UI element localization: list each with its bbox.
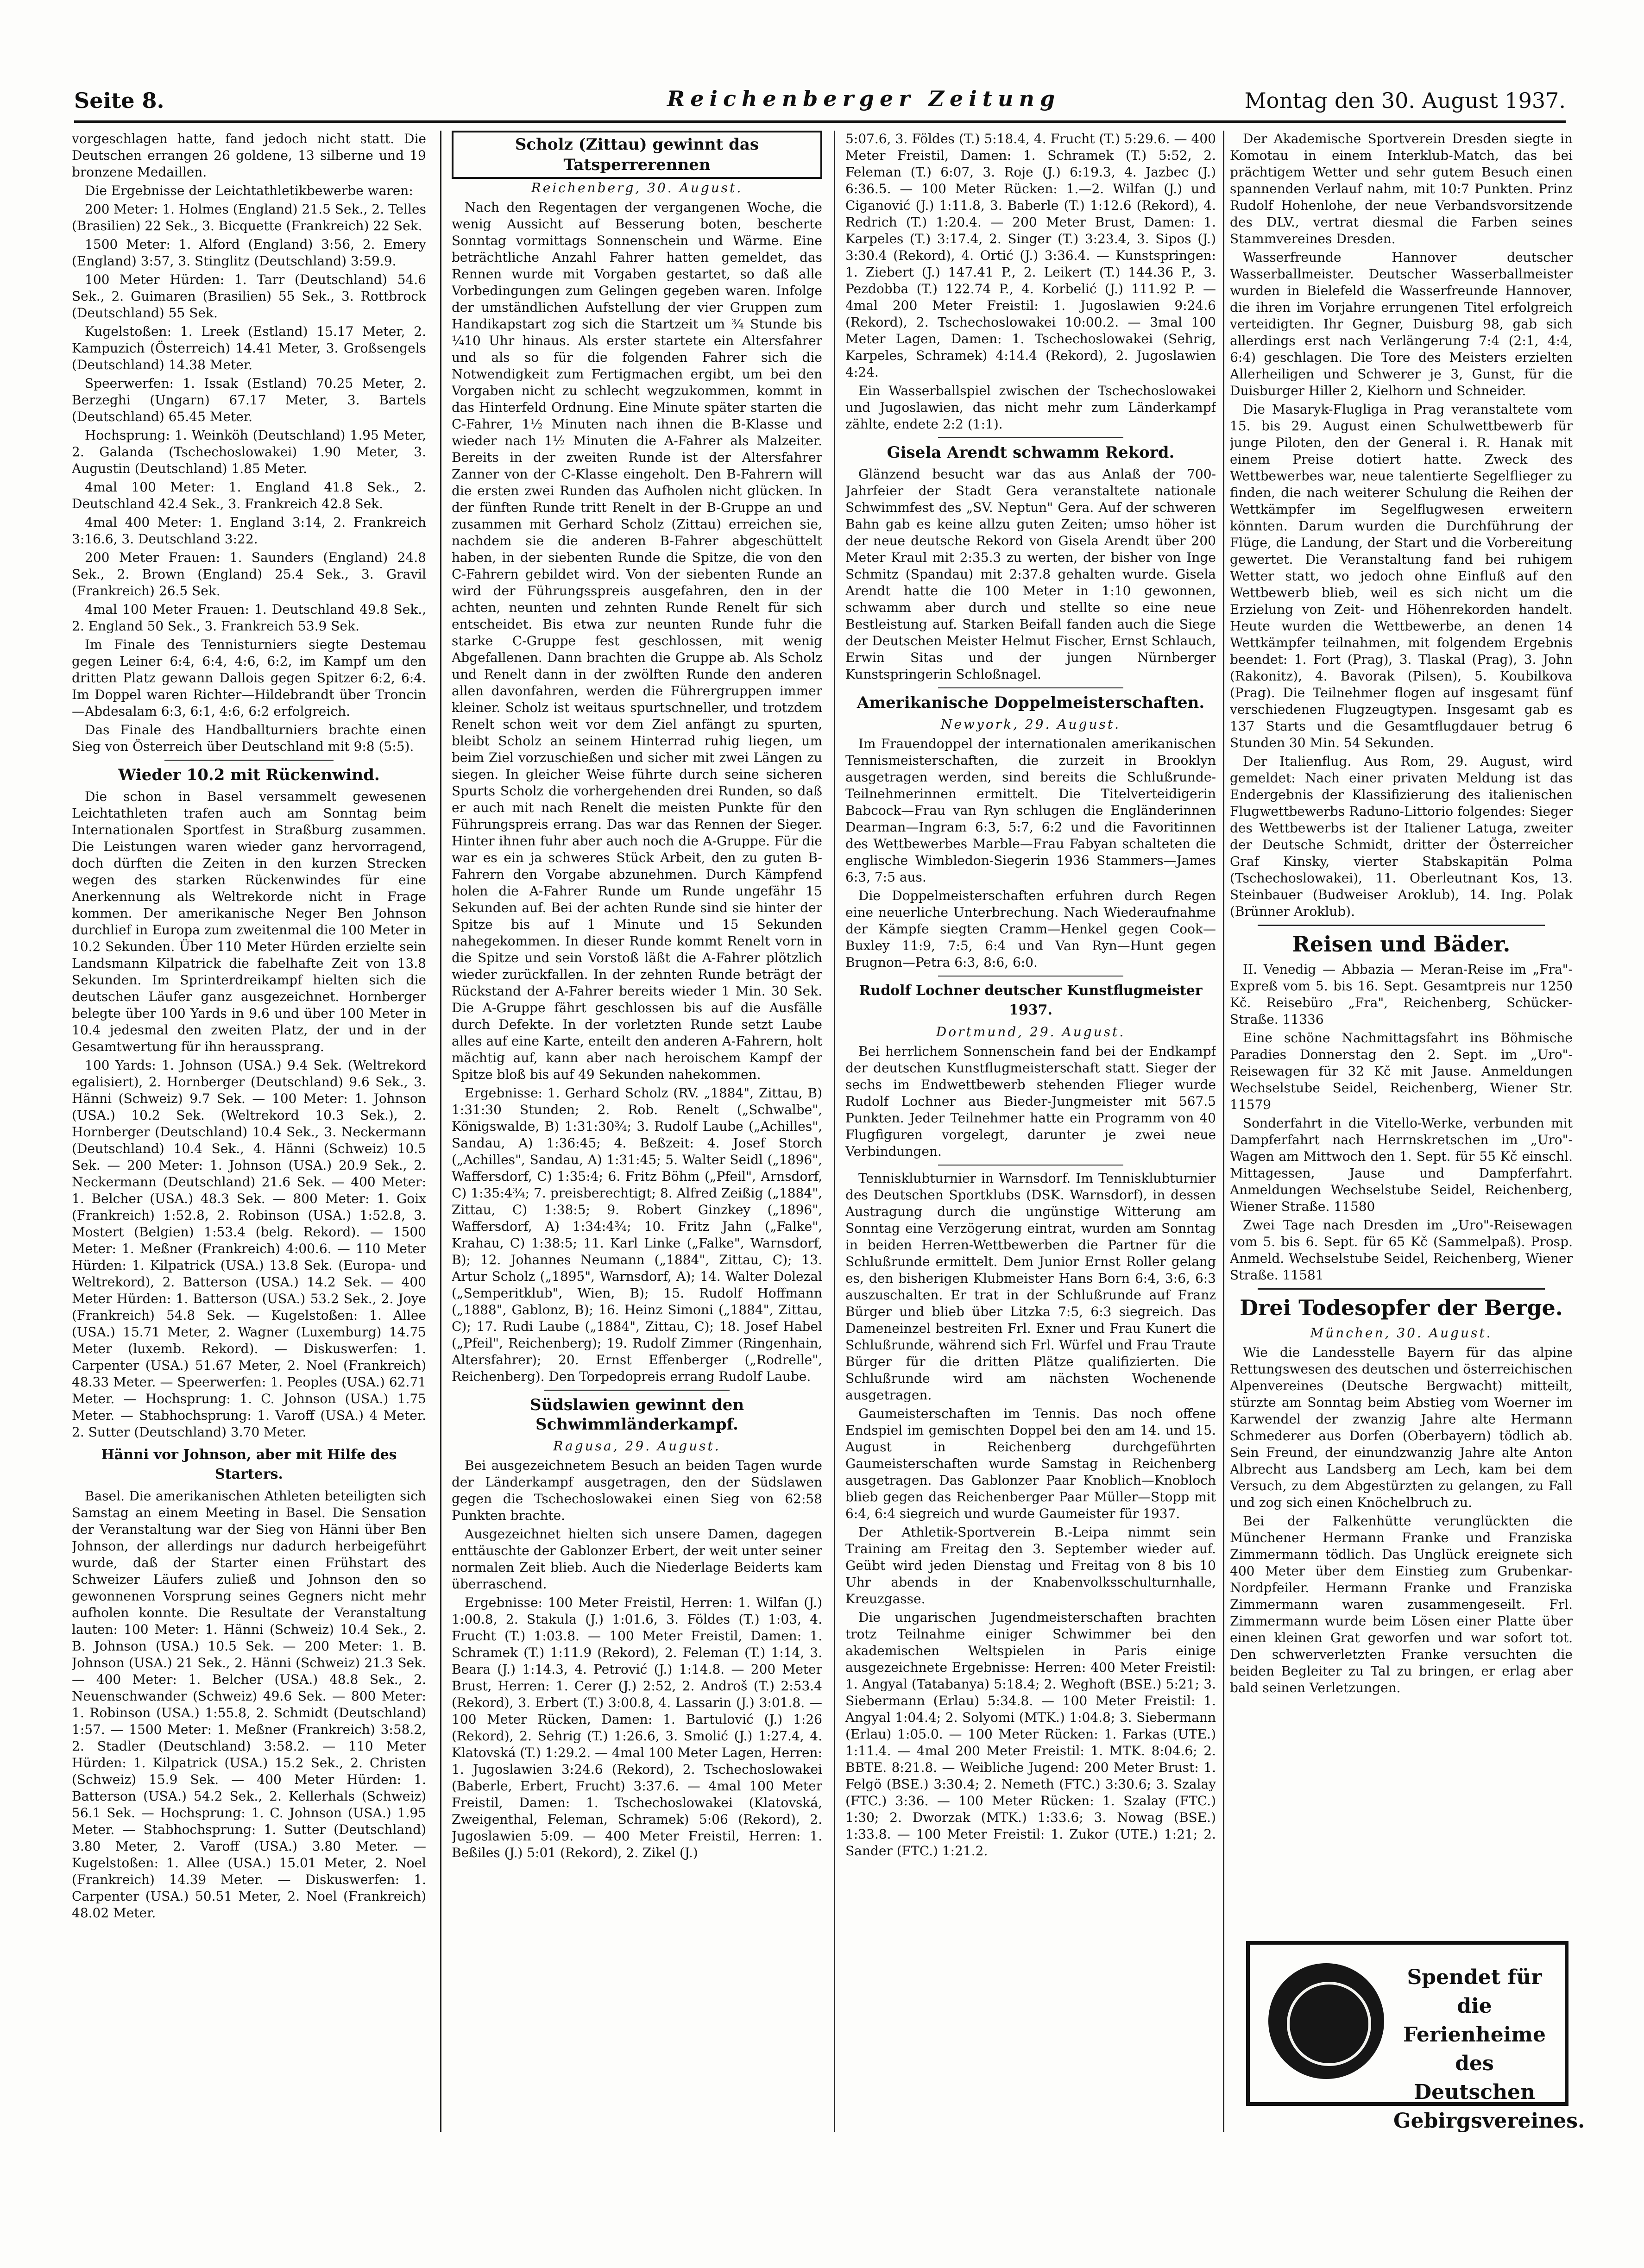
column-divider xyxy=(834,131,835,2132)
article-text: Der Athletik-Sportverein B.-Leipa nimmt sein Training am Freitag den 3. September wieder auf. Geübt wird jeden Dienstag und Freitag von 8 bis 10 Uhr abends in der Knabenvolksschulturnhalle, Kreuzgasse. xyxy=(845,1525,1216,1606)
article-text: Wasserfreunde Hannover deutscher Wasserballmeister. Deutscher Wasserballmeister wurden in Bielefeld die Wasserfreunde Hannover, die ihren im Vorjahre errungenen Titel erfolgreich verteidigten. Ihr Gegner, Duisburg 98, gab sich allerdings erst nach Verlängerung 7:4 (2:1, 4:4, 6:4) geschlagen. Die Tore des Meisters erzielten Allerheiligen und Schwerer je 3, Gunst, für die Duisburger Hiller 2, Kielhorn und Schneider. xyxy=(1230,250,1573,398)
article-text: 5:07.6, 3. Földes (T.) 5:18.4, 4. Frucht (T.) 5:29.6. — 400 Meter Freistil, Damen: 1. Schramek (T.) 5:52, 2. Feleman (T.) 6:07, 3. Roje (J.) 6:19.3, 4. Jazbec (J.) 6:36.5. — 100 Meter Rücken: 1.—2. Wilfan (J.) und Ciganović (J.) 1:11.8, 3. Baberle (T.) 1:12.6 (Rekord), 4. Redrich (T.) 1:20.4. — 200 Meter Brust, Damen: 1. Karpeles (T.) 3:17.4, 2. Singer (T.) 3:23.4, 3. Sipos (J.) 3:30.4 (Rekord), 4. Ortić (J.) 3:36.4. — Kunstspringen: 1. Ziebert (J.) 147.41 P., 2. Leikert (T.) 144.36 P., 3. Pezdobba (T.) 122.74 P., 4. Korbelić (J.) 111.92 P. — 4mal 200 Meter Freistil: 1. Jugoslawien 9:24.6 (Rekord), 2. Tschechoslowakei 10:00.2. — 3mal 100 Meter Lagen, Damen: 1. Tschechoslowakei (Sehrig, Karpeles, Schramek) 4:14.4 (Rekord), 2. Jugoslawien 4:24. xyxy=(845,131,1216,380)
article-text: Glänzend besucht war das aus Anlaß der 700-Jahrfeier der Stadt Gera veranstaltete nationale Schwimmfest des „SV. Neptun" Gera. Auf der schweren Bahn gab es keine allzu guten Zeiten; umso höher ist der neue deutsche Rekord von Gisela Arendt über 200 Meter Kraul mit 2:35.3 zu werten, der bisher von Inge Schmitz (Spandau) mit 2:37.8 gehalten wurde. Gisela Arendt hatte die 100 Meter in 1:10 gewonnen, schwamm aber durch und stellte so eine neue Bestleistung auf. Starken Beifall fanden auch die Siege der Deutschen Meister Helmut Fischer, Ernst Schlauch, Erwin Sitas und der jungen Nürnberger Kunstspringerin Schloßnagel. xyxy=(845,466,1216,682)
article-text: Ergebnisse: 1. Gerhard Scholz (RV. „1884", Zittau, B) 1:31:30 Stunden; 2. Rob. Renelt („Schwalbe", Königswalde, B) 1:31:30¾; 3. Rudolf Laube („Achilles", Sandau, A) 1:36:45; 4. Beßzeit: 4. Josef Storch („Achilles", Sandau, A) 1:31:45; 5. Walter Seidl („1896", Waffersdorf, C) 1:35:4; 6. Fritz Böhm („Pfeil", Arnsdorf, C) 1:35:4¾; 7. preisberechtigt; 8. Alfred Zeißig („1884", Zittau, C) 1:38:5; 9. Robert Ginzkey („1896", Waffersdorf, A) 1:34:4¾; 10. Fritz Jahn („Falke", Krahau, C) 1:38:5; 11. Karl Linke („Falke", Warnsdorf, B); 12. Johannes Neumann („1884", Zittau, C); 13. Artur Scholz („1895", Warnsdorf, A); 14. Walter Dolezal („Semperitklub", Wien, B); 15. Rudolf Hoffmann („1888", Gablonz, B); 16. Heinz Simoni („1884", Zittau, C); 17. Rudi Laube („1884", Zittau, C); 18. Josef Habel („Pfeil", Reichenberg); 19. Rudolf Zimmer (Ringenhain, Altersfahrer); 20. Ernst Effenberger („Rodrelle", Reichenberg). Den Torpedopreis errang Rudolf Laube. xyxy=(452,1085,822,1384)
result-line: 4mal 100 Meter: 1. England 41.8 Sek., 2. Deutschland 42.4 Sek., 3. Frankreich 42.8 Sek. xyxy=(72,479,426,511)
result-line: Hochsprung: 1. Weinköh (Deutschland) 1.95 Meter, 2. Galanda (Tschechoslowakei) 1.90 Meter, 3. Augustin (Deutschland) 1.85 Meter. xyxy=(72,428,426,476)
emblem-ring xyxy=(1287,1982,1371,2066)
advertisement-box xyxy=(1246,1941,1585,2133)
column-3 xyxy=(845,131,1216,2187)
result-line: 200 Meter Frauen: 1. Saunders (England) 24.8 Sek., 2. Brown (England) 25.4 Sek., 3. Gravil (Frankreich) 26.5 Sek. xyxy=(72,550,426,598)
header-rule xyxy=(74,120,1566,123)
dateline: Reichenberg, 30. August. xyxy=(531,180,743,195)
result-line: 100 Meter Hürden: 1. Tarr (Deutschland) 54.6 Sek., 2. Guimaren (Brasilien) 55 Sek., 3. Rottbrock (Deutschland) 55 Sek. xyxy=(72,272,426,321)
result-line: Speerwerfen: 1. Issak (Estland) 70.25 Meter, 2. Berzeghi (Ungarn) 67.17 Meter, 3. Bartels (Deutschland) 65.45 Meter. xyxy=(72,376,426,424)
headline: Rudolf Lochner deutscher Kunstflugmeister 1937. xyxy=(859,983,1203,1018)
article-text: Die Doppelmeisterschaften erfuhren durch Regen eine neuerliche Unterbrechung. Nach Wiederaufnahme der Kämpfe siegten Cramm—Henkel gegen Cook—Buxley 11:9, 7:5, 6:4 und Van Ryn—Hunt gegen Brugnon—Petra 6:3, 8:6, 6:0. xyxy=(845,888,1216,970)
column-2 xyxy=(452,131,822,2187)
article-text: Das Finale des Handballturniers brachte einen Sieg von Österreich über Deutschland mit 9:8 (5:5). xyxy=(72,722,426,754)
dateline: Ragusa, 29. August. xyxy=(553,1438,721,1454)
separator xyxy=(938,687,1123,688)
column-divider xyxy=(440,131,441,2132)
headline: Südslawien gewinnt den Schwimmländerkampf. xyxy=(529,1396,744,1434)
separator xyxy=(938,1165,1123,1166)
article-text: Die Masaryk-Flugliga in Prag veranstaltete vom 15. bis 29. August einen Schulwettbewerb für junge Piloten, den der General i. R. Hanak mit einem Preise dotiert hatte. Zweck des Wettbewerbes war, neue talentierte Segelflieger zu finden, die nach weiterer Schulung die Reihen der Wettkämpfer im Segelflugwesen erweitern könnten. Darum wurden die Durchführung der Flüge, die Landung, der Start und die Vorbereitung gewertet. Die Veranstaltung fand bei ruhigem Wetter statt, wo jedoch ohne Einfluß auf den Wettbewerb blieb, weil es sich nicht um die Erzielung von Zeit- und Höhenrekorden handelt. Heute wurden die Wettbewerbe, an denen 14 Wettkämpfer teilnahmen, mit folgendem Ergebnis beendet: 1. Fort (Prag), 3. Tlaskal (Prag), 3. John (Rakonitz), 4. Bavorak (Pilsen), 5. Koubilkova (Prag). Die Teilnehmer flogen auf insgesamt fünf verschiedenen Flugzeugtypen. Insgesamt gab es 137 Starts und die Gesamtflugdauer betrug 6 Stunden 30 Min. 54 Sekunden. xyxy=(1230,402,1573,750)
article-text: Bei der Falkenhütte verunglückten die Münchener Hermann Franke und Franziska Zimmermann tödlich. Das Unglück ereignete sich 400 Meter über dem Einstieg zum Grubenkar-Nordpfeiler. Hermann Franke und Franziska Zimmermann waren zusammengeseilt. Frl. Zimmermann wurde beim Lösen einer Platte über einen kleinen Grat geworfen und war sofort tot. Den schwerverletzten Franke versuchten die beiden Begleiter zu Tal zu bringen, er erlag aber bald seinen Verletzungen. xyxy=(1230,1513,1573,1695)
article-text: Bei ausgezeichnetem Besuch an beiden Tagen wurde der Länderkampf ausgetragen, den der Südslawen gegen die Tschechoslowakei einen Sieg von 62:58 Punkten brachte. xyxy=(452,1458,822,1523)
article-text: Der Akademische Sportverein Dresden siegte in Komotau in einem Interklub-Match, das bei prächtigem Wetter und sehr gutem Besuch einen spannenden Verlauf nahm, mit 10:7 Punkten. Prinz Rudolf Hohenlohe, der neue Verbandsvorsitzende des DLV., vertrat diesmal die Farben seines Stammvereines Dresden. xyxy=(1230,131,1573,246)
article-text: Gaumeisterschaften im Tennis. Das noch offene Endspiel im gemischten Doppel bei den am 14. und 15. August in Reichenberg durchgeführten Gaumeisterschaften wurde Samstag in Reichenberg ausgetragen. Das Gablonzer Paar Knoblich—Knobloch blieb gegen das Reichenberger Paar Müller—Stopp mit 6:4, 6:4 siegreich und wurde Gaumeister für 1937. xyxy=(845,1406,1216,1521)
dateline: München, 30. August. xyxy=(1310,1325,1493,1341)
article-text: Ergebnisse: 100 Meter Freistil, Herren: 1. Wilfan (J.) 1:00.8, 2. Stakula (J.) 1:01.6, 3. Földes (T.) 1:03, 4. Frucht (T.) 1:03.8. — 100 Meter Freistil, Damen: 1. Schramek (T.) 1:11.9 (Rekord), 2. Feleman (T.) 1:14, 3. Beara (J.) 1:14.3, 4. Petrović (J.) 1:14.8. — 200 Meter Brust, Herren: 1. Cerer (J.) 2:52, 2. Androš (T.) 2:53.4 (Rekord), 3. Erbert (T.) 3:00.8, 4. Lassarin (J.) 3:01.8. — 100 Meter Rücken, Damen: 1. Bartulović (J.) 1:26 (Rekord), 2. Sehrig (T.) 1:26.6, 3. Smolić (J.) 1:27.4, 4. Klatovská (T.) 1:29.2. — 4mal 100 Meter Lagen, Herren: 1. Jugoslawien 3:24.6 (Rekord), 2. Tschechoslowakei (Baberle, Erbert, Frucht) 3:37.6. — 4mal 100 Meter Freistil, Damen: 1. Tschechoslowakei (Klatovská, Zweigenthal, Feleman, Schramek) 5:06 (Rekord), 2. Jugoslawien 5:09. — 400 Meter Freistil, Herren: 1. Beßiles (J.) 5:01 (Rekord), 2. Zikel (J.) xyxy=(452,1595,822,1860)
dateline: Newyork, 29. August. xyxy=(940,717,1121,732)
separator xyxy=(1258,1288,1545,1290)
separator xyxy=(544,1390,730,1391)
result-line: 1500 Meter: 1. Alford (England) 3:56, 2. Emery (England) 3:57, 3. Stinglitz (Deutschland) 3:59.9. xyxy=(72,237,426,269)
column-divider xyxy=(1223,131,1224,2132)
article-text: Ausgezeichnet hielten sich unsere Damen, dagegen enttäuschte der Gablonzer Erbert, der weit unter seiner normalen Zeit blieb. Auch die Niederlage Beiderts kam überraschend. xyxy=(452,1526,822,1592)
separator xyxy=(1258,925,1545,926)
result-line: 4mal 100 Meter Frauen: 1. Deutschland 49.8 Sek., 2. England 50 Sek., 3. Frankreich 53.9 Sek. xyxy=(72,602,426,634)
dateline: Dortmund, 29. August. xyxy=(936,1024,1126,1040)
article-text: Der Italienflug. Aus Rom, 29. August, wird gemeldet: Nach einer privaten Meldung ist das Endergebnis der Klassifizierung des italienischen Flugwettbewerbs Raduno-Littorio folgendes: Sieger des Wettbewerbs ist der Italiener Latuga, zweiter der Deutsche Schmidt, dritter der Österreicher Graf Kinsky, vierter Stabskapitän Polma (Tschechoslowakei), 11. Oberleutnant Kos, 13. Steinbauer (Budweiser Aroklub), 14. Ing. Polak (Brünner Aroklub). xyxy=(1230,754,1573,919)
article-text: Im Frauendoppel der internationalen amerikanischen Tennismeisterschaften, die zurzeit in Brooklyn ausgetragen werden, sind bereits die Schlußrunde-Teilnehmerinnen ermittelt. Die Titelverteidigerin Babcock—Frau van Ryn schlugen die Engländerinnen Dearman—Ingram 6:3, 5:7, 6:2 und die Favoritinnen des Wettbewerbes Marble—Frau Fabyan schalteten die englische Wimbledon-Siegerin 1936 Stammers—James 6:3, 7:5 aus. xyxy=(845,736,1216,885)
article-text: Bei herrlichem Sonnenschein fand bei der Endkampf der deutschen Kunstflugmeisterschaft statt. Sieger der sechs im Endwettbewerb stehenden Flieger wurde Rudolf Lochner aus Bieder-Jungmeister mit 567.5 Punkten. Jeder Teilnehmer hatte ein Programm von 40 Flugfiguren vorgelegt, darunter je zwei neue Verbindungen. xyxy=(845,1044,1216,1159)
classified-ad: II. Venedig — Abbazia — Meran-Reise im „Fra"-Expreß vom 5. bis 16. Sept. Gesamtpreis nur 1250 Kč. Reisebüro „Fra", Reichenberg, Schücker-Straße. 11336 xyxy=(1230,962,1573,1027)
page-header xyxy=(74,83,1566,120)
headline: Drei Todesopfer der Berge. xyxy=(1240,1295,1563,1320)
article-text: vorgeschlagen hatte, fand jedoch nicht statt. Die Deutschen errangen 26 goldene, 13 silberne und 19 bronzene Medaillen. xyxy=(72,131,426,180)
separator xyxy=(164,760,334,761)
article-text: Die ungarischen Jugendmeisterschaften brachten trotz Teilnahme einiger Schwimmer bei den akademischen Weltspielen in Paris einige ausgezeichnete Ergebnisse: Herren: 400 Meter Freistil: 1. Angyal (Tatabanya) 5:18.4; 2. Weghoft (BSE.) 5:21; 3. Siebermann (Erlau) 5:34.8. — 100 Meter Freistil: 1. Angyal 1:04.4; 2. Solyomi (MTK.) 1:04.8; 3. Siebermann (Erlau) 1:05.0. — 100 Meter Rücken: 1. Farkas (UTE.) 1:11.4. — 4mal 200 Meter Freistil: 1. MTK. 8:04.6; 2. BBTE. 8:21.8. — Weibliche Jugend: 200 Meter Brust: 1. Felgö (BSE.) 3:30.4; 2. Nemeth (FTC.) 3:30.6; 3. Szalay (FTC.) 3:36. — 100 Meter Rücken: 1. Szalay (FTC.) 1:30; 2. Dworzak (MTK.) 1:33.6; 3. Nowag (BSE.) 1:33.8. — 100 Meter Freistil: 1. Zukor (UTE.) 1:21; 2. Sander (FTC.) 1:21.2. xyxy=(845,1610,1216,1858)
result-line: Kugelstoßen: 1. Lreek (Estland) 15.17 Meter, 2. Kampuzich (Österreich) 14.41 Meter, 3. Großsengels (Deutschland) 14.38 Meter. xyxy=(72,324,426,372)
advertisement-text: Spendet für die Ferienheime des Deutschen Gebirgsvereines. xyxy=(1393,1966,1585,2133)
headline: Wieder 10.2 mit Rückenwind. xyxy=(118,766,380,784)
headline: Hänni vor Johnson, aber mit Hilfe des Starters. xyxy=(101,1447,397,1482)
newspaper-title: Reichenberger Zeitung xyxy=(667,86,1061,111)
article-text: Die Ergebnisse der Leichtathletikbewerbe waren: xyxy=(85,183,413,198)
article-text: 100 Yards: 1. Johnson (USA.) 9.4 Sek. (Weltrekord egalisiert), 2. Hornberger (Deutschland) 9.6 Sek., 3. Hänni (Schweiz) 9.7 Sek. — 100 Meter: 1. Johnson (USA.) 10.2 Sek. (Weltrekord 10.3 Sek.), 2. Hornberger (Deutschland) 10.4 Sek., 3. Neckermann (Deutschland) 10.4 Sek., 4. Hänni (Schweiz) 10.5 Sek. — 200 Meter: 1. Johnson (USA.) 20.9 Sek., 2. Neckermann (Deutschland) 21.6 Sek. — 400 Meter: 1. Belcher (USA.) 48.3 Sek. — 800 Meter: 1. Goix (Frankreich) 1:52.8, 2. Robinson (USA.) 1:52.8, 3. Mostert (Belgien) 1:53.4 (belg. Rekord). — 1500 Meter: 1. Meßner (Frankreich) 4:00.6. — 110 Meter Hürden: 1. Kilpatrick (USA.) 13.8 Sek. (Europa- und Weltrekord), 2. Batterson (USA.) 14.2 Sek. — 400 Meter Hürden: 1. Batterson (USA.) 53.2 Sek., 2. Joye (Frankreich) 54.8 Sek. — Kugelstoßen: 1. Allee (USA.) 15.71 Meter, 2. Wagner (Luxemburg) 14.75 Meter (luxemb. Rekord). — Diskuswerfen: 1. Carpenter (USA.) 51.67 Meter, 2. Noel (Frankreich) 48.33 Meter. — Speerwerfen: 1. Peoples (USA.) 62.71 Meter. — Hochsprung: 1. C. Johnson (USA.) 1.75 Meter. — Stabhochsprung: 1. Varoff (USA.) 4 Meter. 2. Sutter (Deutschland) 3.70 Meter. xyxy=(72,1058,426,1440)
column-1 xyxy=(72,131,426,2187)
article-text: Nach den Regentagen der vergangenen Woche, die wenig Aussicht auf Besserung boten, bescherte Sonntag vormittags Sonnenschein und Wärme. Eine beträchtliche Anzahl Fahrer hatten gemeldet, das Rennen wurde mit Vorgaben gestartet, so daß alle Vorbedingungen zum Gelingen gegeben waren. Infolge der umständlichen Aufstellung der vier Gruppen zum Handikapstart zog sich die Startzeit um ¾ Stunde bis ¼10 Uhr hinaus. Als erster startete ein Altersfahrer und als so für die folgenden Fahrer sich die Notwendigkeit zum Fertigmachen ergibt, um bei den Vorgaben nicht zu schlecht wegzukommen, kommt in das Hinterfeld Ordnung. Eine Minute später starten die C-Fahrer, 1½ Minuten nach ihnen die B-Klasse und wieder nach 1½ Minuten die A-Fahrer als Malzeiter. Bereits in der zweiten Runde ist der Altersfahrer Zanner von der C-Klasse eingeholt. Den B-Fahrern will die ersten zwei Runden das Aufholen nicht glücken. In der fünften Runde tritt Renelt in der B-Gruppe an und zusammen mit Gerhard Scholz (Zittau) erreichen sie, nachdem sie die anderen B-Fahrer abgeschüttelt haben, in der siebenten Runde die Spitze, die von den C-Fahrern gebildet wird. Von der siebenten Runde an wird der Führungsspreis ausgefahren, den in der achten, neunten und zehnten Runde Renelt für sich entscheidet. Bis etwa zur neunten Runde fuhr die starke C-Gruppe fest geschlossen, mit wenig Abgefallenen. Dann brachten die Gruppe ab. Als Scholz und Renelt dann in der zwölften Runde den anderen allen davonfahren, werden die Führergruppen immer kleiner. Scholz ist weitaus spurtschneller, und trotzdem Renelt schon weit vor dem Ziel anfängt zu spurten, bleibt Scholz an seinem Hinterrad ruhig liegen, um beim Ziel vorzuschießen und sicher mit zwei Längen zu siegen. In gleicher Weise führte durch seine sicheren Spurts Scholz die vorhergehenden drei Runden, so daß er auch mit nach Renelt die meisten Punkte für den Führungspreis errang. Das war das Rennen der Sieger. Hinter ihnen fuhr aber auch noch die A-Gruppe. Für die war es ein ja schweres Stück Arbeit, den zu guten B-Fahrern den Vorgabe abzunehmen. Durch Kämpfend holen die A-Fahrer Runde um Runde ungefähr 15 Sekunden auf. Bei der achten Runde sind sie hinter der Spitze bis auf 1 Minute und 15 Sekunden nahegekommen. In dieser Runde kommt Renelt vorn in die Spitze und sein Vorstoß läßt die A-Fahrer plötzlich wieder zurückfallen. In der zehnten Runde beträgt der Rückstand der A-Fahrer bereits wieder 1 Min. 30 Sek. Die A-Gruppe fährt geschlossen bis auf die Ausfälle durch Defekte. In der vorletzten Runde setzt Laube alles auf eine Karte, enteilt den anderen A-Fahrern, holt mächtig auf, kann aber nach heroischem Kampf der Spitze bloß bis auf 49 Sekunden nahekommen. xyxy=(452,200,822,1082)
article-text: Tennisklubturnier in Warnsdorf. Im Tennisklubturnier des Deutschen Sportklubs (DSK. Warnsdorf), in dessen Austragung durch die ungünstige Witterung am Sonntag eine Verzögerung eintrat, wurden am Sonntag in beiden Herren-Wettbewerben die Partner für die Schlußrunde ermittelt. Dem Junior Ernst Roller gelang es, den bisherigen Klubmeister Hans Born 6:4, 3:6, 6:3 auszuschalten. Er trat in der Schlußrunde auf Franz Bürger und blieb über Litzka 7:5, 6:3 siegreich. Das Dameneinzel bestreiten Frl. Exner und Frau Kunert die Schlußrunde, während sich Frl. Würfel und Frau Traute Bürger für die dritten Plätze qualifizierten. Die Schlußrunde wird am nächsten Wochenende ausgetragen. xyxy=(845,1171,1216,1403)
classified-ad: Sonderfahrt in die Vitello-Werke, verbunden mit Dampferfahrt nach Herrnskretschen im „Uro"-Wagen am Mittwoch den 1. Sept. für 55 Kč einschl. Mittagessen, Jause und Dampferfahrt. Anmeldungen Wechselstube Seidel, Reichenberg, Wiener Straße. 11580 xyxy=(1230,1115,1573,1214)
separator xyxy=(938,437,1123,438)
headline: Scholz (Zittau) gewinnt das Tatsperrerennen xyxy=(452,131,822,179)
result-line: 4mal 400 Meter: 1. England 3:14, 2. Frankreich 3:16.6, 3. Deutschland 3:22. xyxy=(72,515,426,547)
article-text: Die schon in Basel versammelt gewesenen Leichtathleten trafen auch am Sonntag beim Internationalen Sportfest in Straßburg zusammen. Die Leistungen waren wieder ganz hervorragend, doch dürften die Zeiten in den kurzen Strecken wegen des starken Rückenwindes für eine Anerkennung als Weltrekorde nicht in Frage kommen. Der amerikanische Neger Ben Johnson durchlief in Europa zum zweitenmal die 100 Meter in 10.2 Sekunden. Über 110 Meter Hürden erzielte sein Landsmann Kilpatrick die fabelhafte Zeit von 13.8 Sekunden. Im Sprinterdreikampf hielten sich die deutschen Läufer ganz ausgezeichnet. Hornberger belegte über 100 Yards in 9.6 und über 100 Meter in 10.4 jedesmal den zweiten Platz, der und in der Gesamtwertung für ihn heraussprang. xyxy=(72,789,426,1054)
article-text: Basel. Die amerikanischen Athleten beteiligten sich Samstag an einem Meeting in Basel. Die Sensation der Veranstaltung war der Sieg von Hänni über Ben Johnson, der allerdings nur dadurch herbeigeführt wurde, daß der Starter einen Frühstart des Schweizer Läufers zuließ und Johnson den so gewonnenen Vorsprung seines Gegners nicht mehr aufholen konnte. Die Resultate der Veranstaltung lauten: 100 Meter: 1. Hänni (Schweiz) 10.4 Sek., 2. B. Johnson (USA.) 10.5 Sek. — 200 Meter: 1. B. Johnson (USA.) 21 Sek., 2. Hänni (Schweiz) 21.3 Sek. — 400 Meter: 1. Belcher (USA.) 48.8 Sek., 2. Neuenschwander (Schweiz) 49.6 Sek. — 800 Meter: 1. Robinson (USA.) 1:55.8, 2. Schmidt (Deutschland) 1:57. — 1500 Meter: 1. Meßner (Frankreich) 3:58.2, 2. Stadler (Deutschland) 3:58.2. — 110 Meter Hürden: 1. Kilpatrick (USA.) 15.2 Sek., 2. Christen (Schweiz) 15.9 Sek. — 400 Meter Hürden: 1. Batterson (USA.) 54.2 Sek., 2. Kellerhals (Schweiz) 56.1 Sek. — Hochsprung: 1. C. Johnson (USA.) 1.95 Meter. — Stabhochsprung: 1. Sutter (Deutschland) 3.80 Meter, 2. Varoff (USA.) 3.80 Meter. — Kugelstoßen: 1. Allee (USA.) 15.01 Meter, 2. Noel (Frankreich) 14.39 Meter. — Diskuswerfen: 1. Carpenter (USA.) 50.51 Meter, 2. Noel (Frankreich) 48.02 Meter. xyxy=(72,1488,426,1921)
article-text: Im Finale des Tennisturniers siegte Destemau gegen Leiner 6:4, 6:4, 4:6, 6:2, im Kampf um den dritten Platz gewann Dallois gegen Spitzer 6:2, 6:4. Im Doppel waren Richter—Hildebrandt über Troncin—Abdesalam 6:3, 6:1, 4:6, 6:2 erfolgreich. xyxy=(72,637,426,719)
column-4 xyxy=(1230,131,1573,1928)
article-text: Wie die Landesstelle Bayern für das alpine Rettungswesen des deutschen und österreichischen Alpenvereines (Deutsche Bergwacht) mitteilt, stürzte am Sonntag beim Abstieg vom Woerner im Karwendel der zwanzig Jahre alte Hermann Schmederer aus Dorfen (Oberbayern) tödlich ab. Sein Freund, der einundzwanzig Jahre alte Anton Albrecht aus Landsberg am Lech, kam bei dem Versuch, zu dem Abgestürzten zu gelangen, zu Fall und zog sich einen Knöchelbruch zu. xyxy=(1230,1345,1573,1510)
section-headline: Reisen und Bäder. xyxy=(1292,932,1511,957)
page-number: Seite 8. xyxy=(74,88,164,113)
headline: Amerikanische Doppelmeisterschaften. xyxy=(857,693,1205,712)
classified-ad: Eine schöne Nachmittagsfahrt ins Böhmische Paradies Donnerstag den 2. Sept. im „Uro"-Reisewagen für 32 Kč mit Jause. Anmeldungen Wechselstube Seidel, Reichenberg, Wiener Str. 11579 xyxy=(1230,1030,1573,1112)
result-line: 200 Meter: 1. Holmes (England) 21.5 Sek., 2. Telles (Brasilien) 22 Sek., 3. Bicquette (Frankreich) 22 Sek. xyxy=(72,202,426,233)
article-text: Ein Wasserballspiel zwischen der Tschechoslowakei und Jugoslawien, das nicht mehr zum Länderkampf zählte, endete 2:2 (1:1). xyxy=(845,383,1216,432)
issue-date: Montag den 30. August 1937. xyxy=(1244,88,1566,113)
headline: Gisela Arendt schwamm Rekord. xyxy=(887,443,1175,462)
classified-ad: Zwei Tage nach Dresden im „Uro"-Reisewagen vom 5. bis 6. Sept. für 65 Kč (Sammelpaß). Prosp. Anmeld. Wechselstube Seidel, Reichenberg, Wiener Straße. 11581 xyxy=(1230,1217,1573,1283)
